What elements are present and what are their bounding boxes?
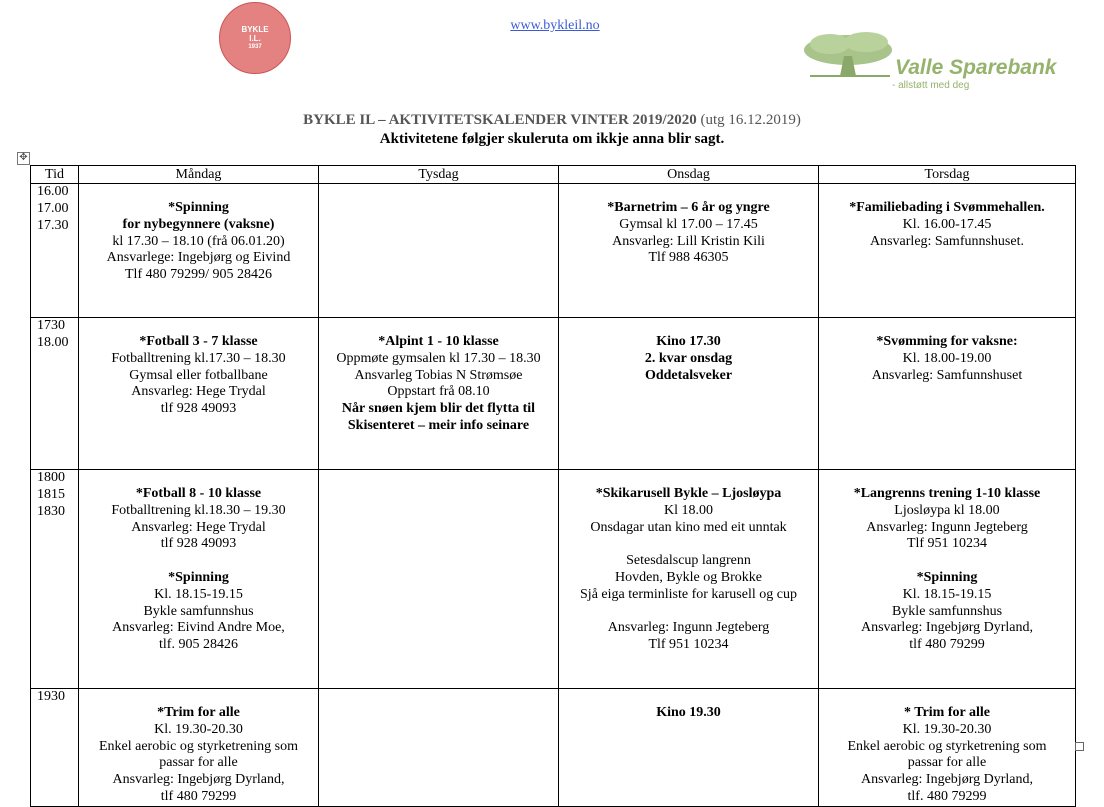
- activity-line: Skisenteret – meir info seinare: [347, 417, 530, 433]
- logo-line1: BYKLE: [241, 24, 269, 34]
- activity-line: [559, 536, 818, 553]
- activity-line: Sjå eiga terminliste for karusell og cup: [580, 586, 797, 602]
- activity-line: *Spinning: [168, 200, 229, 215]
- website-link[interactable]: www.bykleil.no: [510, 18, 600, 33]
- activity-line: tlf 480 79299: [160, 788, 237, 804]
- activity-line: Ansvarleg: Ingebjørg Dyrland,: [112, 772, 285, 788]
- activity-line: Kl. 18.15-19.15: [154, 586, 243, 602]
- resize-handle[interactable]: [1075, 742, 1084, 751]
- header-mandag: Måndag: [79, 166, 319, 184]
- header-tid: Tid: [31, 166, 79, 184]
- activity-line: tlf 928 49093: [160, 401, 237, 417]
- activity-line: [819, 553, 1075, 570]
- activity-cell-mandag: [79, 318, 319, 470]
- activity-table: [30, 165, 1076, 807]
- activity-line: Enkel aerobic og styrketrening som: [847, 738, 1047, 754]
- activity-cell-onsdag: [559, 184, 819, 318]
- activity-line: Ansvarleg: Hege Trydal: [131, 384, 266, 400]
- activity-line: Oddetalsveker: [644, 367, 733, 383]
- page-title: [0, 112, 1104, 129]
- activity-line: Ljosløypa kl 18.00: [894, 502, 1000, 518]
- activity-line: Ansvarleg: Ingebjørg Dyrland,: [861, 772, 1033, 788]
- header-tysdag: Tysdag: [319, 166, 559, 184]
- activity-line: *Alpint 1 - 10 klasse: [378, 334, 499, 349]
- activity-line: *Fotball 3 - 7 klasse: [139, 334, 258, 349]
- activity-cell-onsdag: [559, 318, 819, 470]
- activity-line: *Skikarusell Bykle – Ljosløypa: [595, 486, 782, 501]
- time-cell: 1730 18.00: [31, 318, 79, 470]
- activity-cell-mandag: [79, 689, 319, 807]
- logo-line2: I.L.: [249, 33, 261, 43]
- activity-line: Ansvarleg: Lill Kristin Kili: [612, 233, 765, 249]
- activity-line: Bykle samfunnshus: [143, 603, 254, 619]
- activity-line: *Spinning: [916, 569, 978, 585]
- logo-line3: 1937: [248, 43, 262, 50]
- activity-cell-tysdag: [319, 689, 559, 807]
- activity-line: Kl. 19.30-20.30: [154, 721, 243, 737]
- table-header-row: [31, 166, 1076, 184]
- activity-cell-tysdag: [319, 184, 559, 318]
- title-note: (utg 16.12.2019): [700, 112, 801, 128]
- table-row: [31, 318, 1076, 470]
- activity-line: Kl 18.00: [664, 502, 713, 518]
- club-logo: [219, 2, 291, 74]
- activity-line: Enkel aerobic og styrketrening som: [98, 738, 299, 754]
- activity-line: Kl. 18.15-19.15: [902, 586, 992, 602]
- activity-line: tlf. 480 79299: [907, 788, 987, 804]
- activity-line: Gymsal eller fotballbane: [129, 367, 268, 383]
- activity-line: Oppstart frå 08.10: [387, 384, 490, 400]
- activity-line: 2. kvar onsdag: [644, 350, 733, 366]
- table-row: [31, 689, 1076, 807]
- activity-cell-mandag: [79, 184, 319, 318]
- activity-cell-onsdag: [559, 470, 819, 689]
- activity-line: Ansvarleg: Samfunnshuset.: [870, 233, 1024, 249]
- activity-line: Hovden, Bykle og Brokke: [615, 569, 762, 585]
- activity-line: tlf 480 79299: [909, 637, 985, 653]
- activity-line: Tlf 480 79299/ 905 28426: [125, 267, 272, 283]
- activity-line: passar for alle: [159, 755, 238, 771]
- activity-line: Setesdalscup langrenn: [626, 553, 751, 569]
- activity-line: *Svømming for vaksne:: [876, 334, 1018, 349]
- activity-line: Når snøen kjem blir det flytta til: [341, 401, 536, 417]
- header-onsdag: Onsdag: [559, 166, 819, 184]
- title-main: BYKLE IL – AKTIVITETSKALENDER VINTER 2019/2020: [303, 112, 697, 128]
- page-subtitle: Aktivitetene følgjer skuleruta om ikkje anna blir sagt.: [379, 131, 725, 147]
- time-cell: 1800 1815 1830: [31, 470, 79, 689]
- activity-cell-torsdag: [819, 470, 1076, 689]
- activity-line: Ansvarleg: Ingunn Jegteberg: [866, 519, 1028, 535]
- activity-line: Fotballtrening kl.17.30 – 18.30: [111, 350, 286, 366]
- activity-line: *Spinning: [168, 569, 229, 585]
- activity-line: Kl. 16.00-17.45: [902, 216, 992, 232]
- activity-line: Fotballtrening kl.18.30 – 19.30: [111, 502, 286, 518]
- activity-cell-torsdag: [819, 689, 1076, 807]
- activity-line: tlf. 905 28426: [159, 637, 238, 653]
- activity-line: Kl. 18.00-19.00: [902, 350, 992, 366]
- activity-line: Gymsal kl 17.00 – 17.45: [619, 216, 758, 232]
- activity-line: [559, 604, 818, 621]
- activity-cell-tysdag: [319, 470, 559, 689]
- activity-line: [79, 553, 318, 570]
- time-cell: 16.00 17.00 17.30: [31, 184, 79, 318]
- table-row: [31, 470, 1076, 689]
- activity-line: kl 17.30 – 18.10 (frå 06.01.20): [112, 233, 285, 249]
- activity-cell-mandag: [79, 470, 319, 689]
- activity-cell-torsdag: [819, 184, 1076, 318]
- activity-line: Ansvarleg: Ingebjørg Dyrland,: [861, 620, 1033, 636]
- activity-line: Kino 17.30: [656, 334, 721, 349]
- activity-line: *Trim for alle: [157, 705, 240, 720]
- tree-icon: [800, 30, 900, 80]
- activity-line: *Langrenns trening 1-10 klasse: [853, 486, 1041, 501]
- sponsor-logo: [800, 30, 1065, 100]
- activity-line: Tlf 988 46305: [648, 250, 729, 266]
- activity-line: Bykle samfunnshus: [891, 603, 1003, 619]
- activity-cell-onsdag: [559, 689, 819, 807]
- table-move-handle-icon[interactable]: ✥: [17, 152, 30, 165]
- sponsor-tagline: - allstøtt med deg: [892, 80, 970, 91]
- activity-line: Oppmøte gymsalen kl 17.30 – 18.30: [336, 350, 541, 366]
- activity-line: * Trim for alle: [904, 705, 990, 720]
- activity-line: Ansvarleg: Ingunn Jegteberg: [607, 620, 770, 636]
- activity-line: for nybegynnere (vaksne): [122, 216, 275, 232]
- activity-line: Tlf 951 10234: [648, 637, 729, 653]
- activity-cell-torsdag: [819, 318, 1076, 470]
- activity-line: Ansvarleg: Eivind Andre Moe,: [112, 620, 285, 636]
- activity-cell-tysdag: [319, 318, 559, 470]
- activity-line: Kl. 19.30-20.30: [902, 721, 992, 737]
- activity-line: *Fotball 8 - 10 klasse: [135, 486, 262, 501]
- activity-line: Ansvarlege: Ingebjørg og Eivind: [106, 250, 291, 266]
- header-torsdag: Torsdag: [819, 166, 1076, 184]
- activity-line: Tlf 951 10234: [906, 536, 988, 552]
- time-cell: 1930: [31, 689, 79, 807]
- activity-line: Kino 19.30: [656, 705, 721, 720]
- activity-line: Ansvarleg Tobias N Strømsøe: [354, 367, 523, 383]
- activity-line: Onsdagar utan kino med eit unntak: [590, 519, 787, 535]
- activity-line: *Barnetrim – 6 år og yngre: [607, 200, 770, 215]
- activity-line: passar for alle: [907, 755, 987, 771]
- sponsor-name: Valle Sparebank: [895, 56, 1057, 79]
- activity-line: tlf 928 49093: [160, 536, 237, 552]
- activity-line: Ansvarleg: Hege Trydal: [131, 519, 266, 535]
- table-row: [31, 184, 1076, 318]
- activity-line: *Familiebading i Svømmehallen.: [849, 200, 1045, 215]
- activity-line: Ansvarleg: Samfunnshuset: [871, 367, 1023, 383]
